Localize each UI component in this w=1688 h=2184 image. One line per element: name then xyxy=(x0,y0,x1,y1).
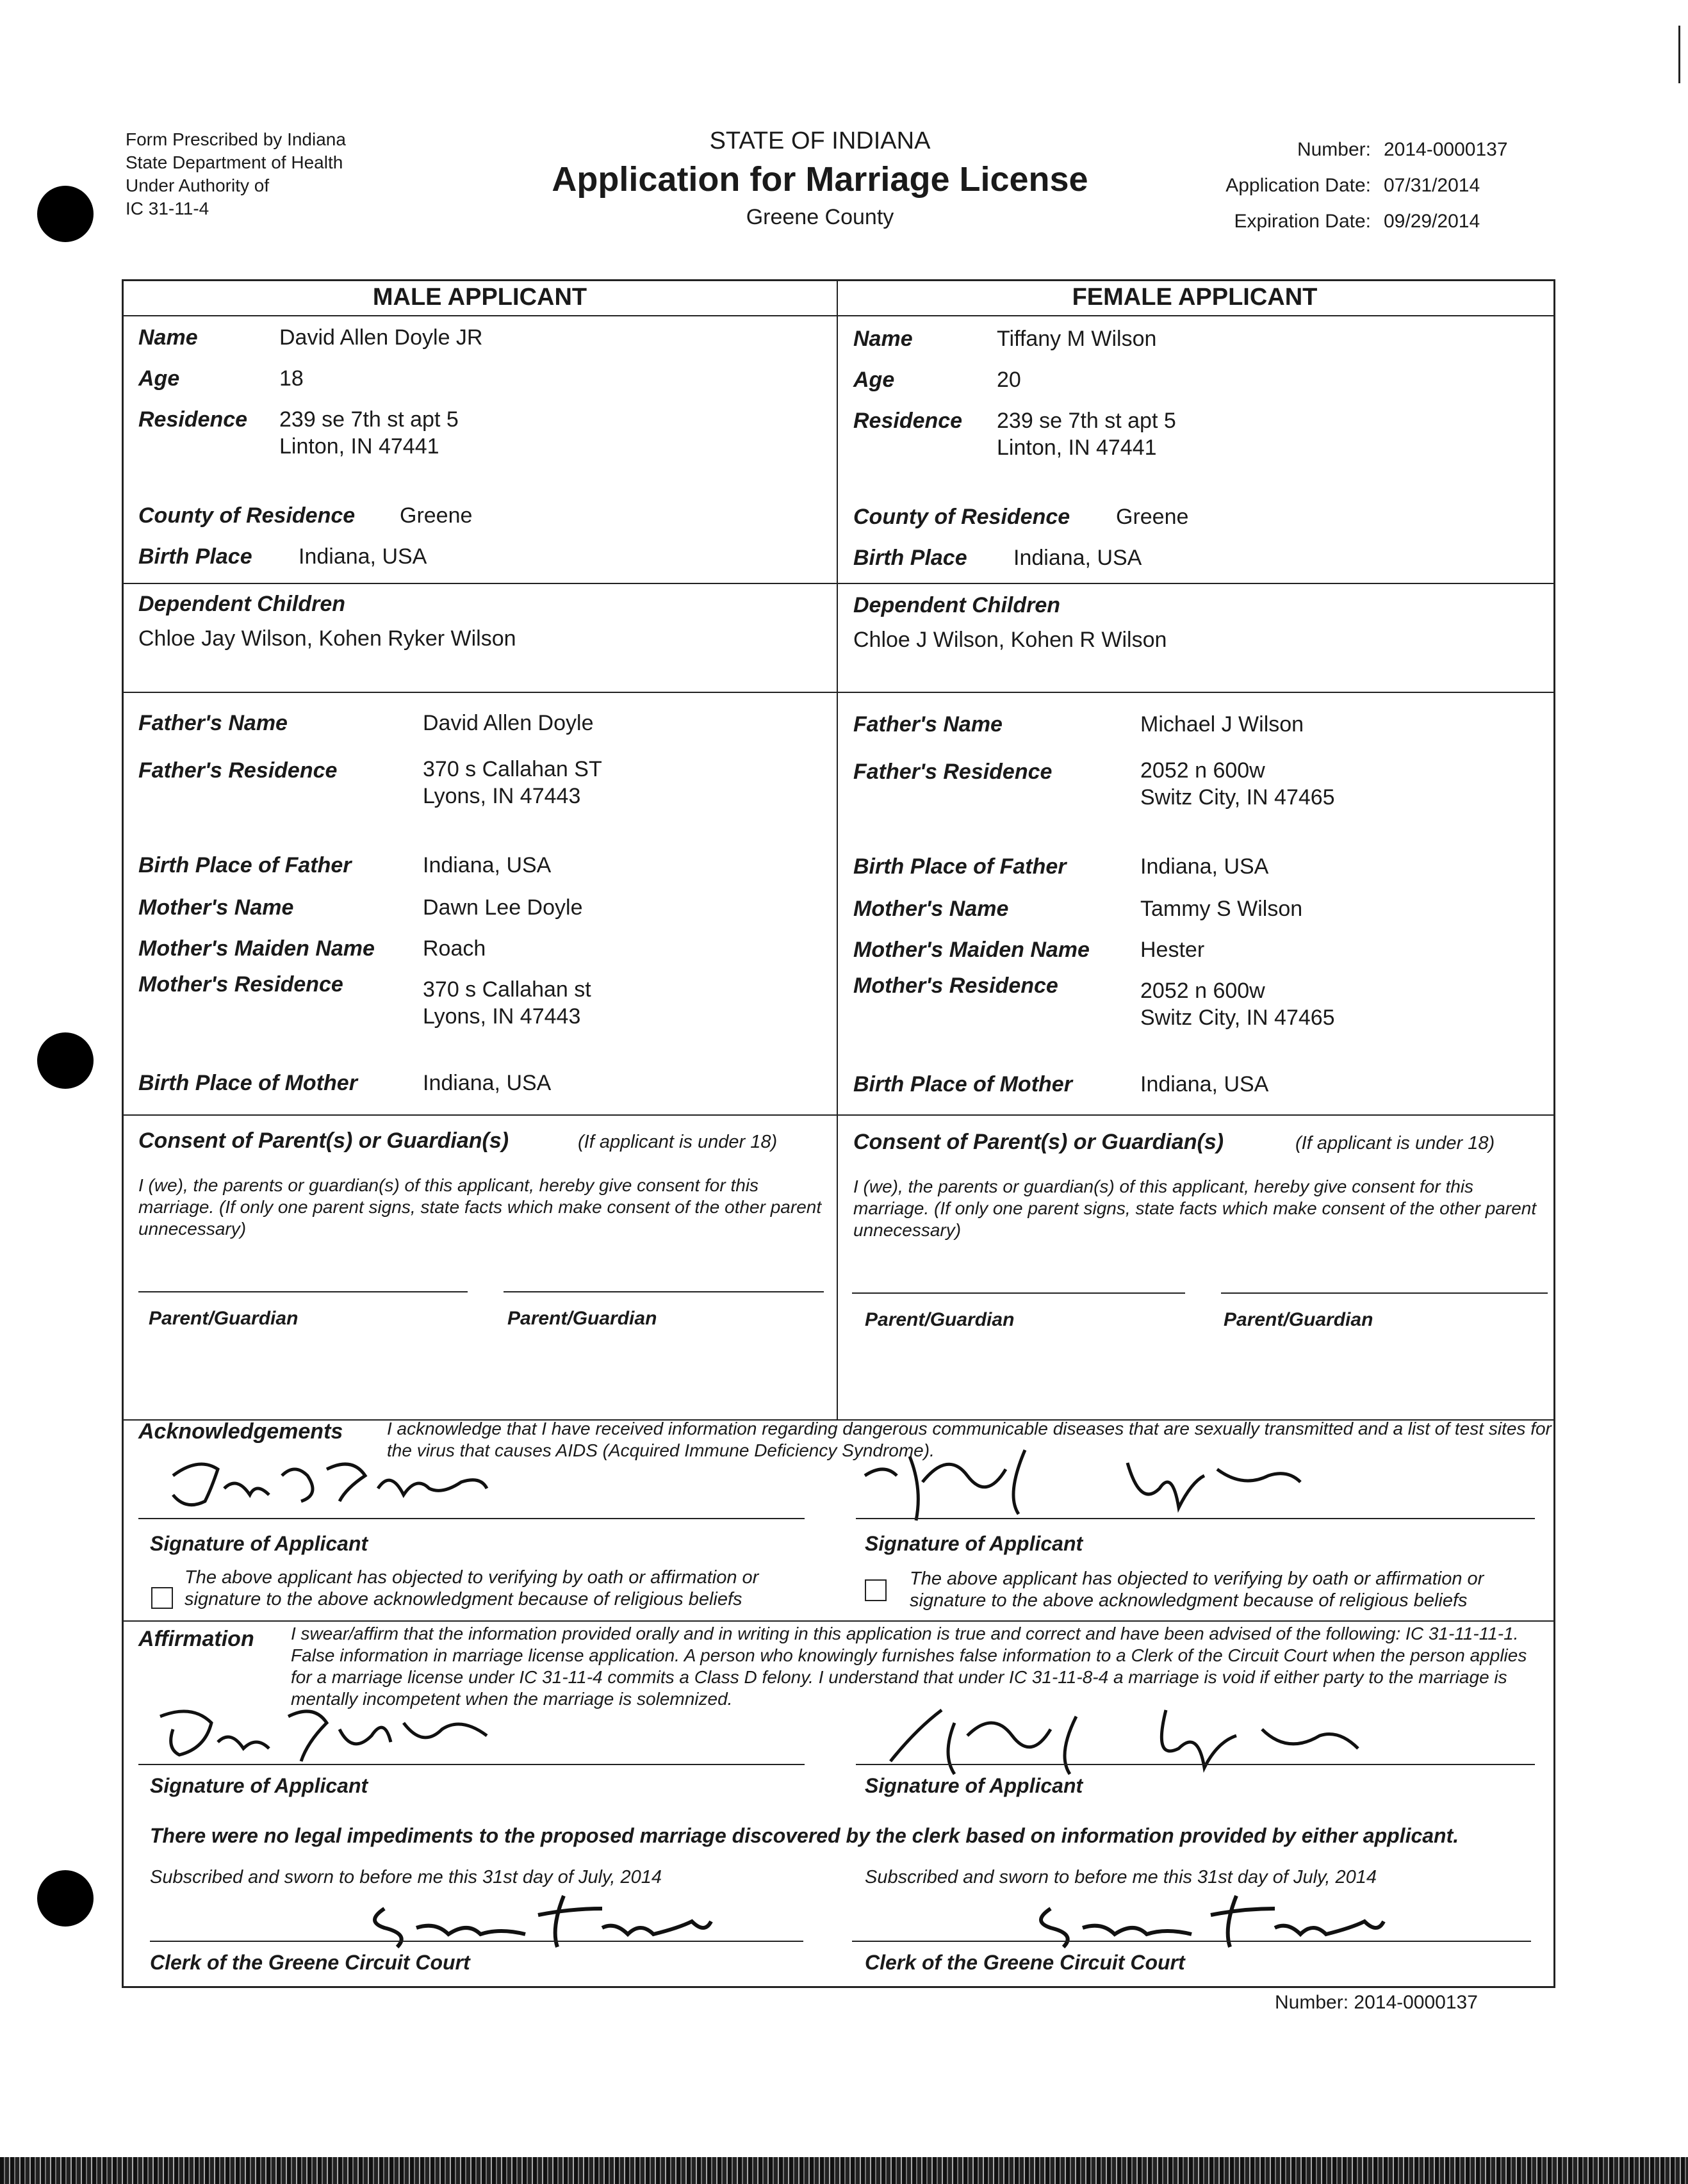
clerk-label: Clerk of the Greene Circuit Court xyxy=(865,1951,1185,1974)
state-title: STATE OF INDIANA xyxy=(709,127,931,154)
male-consent-label: Consent of Parent(s) or Guardian(s) xyxy=(138,1129,509,1153)
prescribed-line: IC 31-11-4 xyxy=(126,199,209,218)
female-signature-label: Signature of Applicant xyxy=(865,1532,1083,1555)
row-divider xyxy=(122,1620,1555,1622)
impediments-statement: There were no legal impediments to the proposed marriage discovered by the clerk based on information provided by either applicant. xyxy=(150,1824,1459,1847)
parent-signature-line xyxy=(504,1291,824,1292)
female-age-label: Age xyxy=(853,368,895,392)
column-divider xyxy=(837,279,838,1421)
female-mother-name-label: Mother's Name xyxy=(853,897,1009,921)
male-name: David Allen Doyle JR xyxy=(279,325,483,350)
female-father-name: Michael J Wilson xyxy=(1140,712,1304,737)
prescribed-line: Under Authority of xyxy=(126,175,270,195)
female-mother-birth: Indiana, USA xyxy=(1140,1072,1269,1096)
female-residence-line1: 239 se 7th st apt 5 xyxy=(997,409,1176,433)
male-mother-res-line2: Lyons, IN 47443 xyxy=(423,1004,581,1029)
female-objection-text: The above applicant has objected to verifying by oath or affirmation or signature to the above acknowledgment because of religious beliefs xyxy=(910,1569,1484,1611)
male-county-label: County of Residence xyxy=(138,503,356,528)
application-date: 07/31/2014 xyxy=(1384,175,1480,196)
license-number: 2014-0000137 xyxy=(1384,139,1508,160)
male-sworn-text: Subscribed and sworn to before me this 31st day of July, 2014 xyxy=(150,1867,662,1887)
female-birthplace: Indiana, USA xyxy=(1013,546,1142,570)
female-father-res-label: Father's Residence xyxy=(853,760,1053,784)
female-consent-text: I (we), the parents or guardian(s) of this applicant, hereby give consent for this marriage. (If only one parent signs, state facts which make consent of the other parent unnecessary) xyxy=(853,1177,1537,1240)
female-mother-res-label: Mother's Residence xyxy=(853,974,1058,998)
form-prescribed-note xyxy=(126,128,346,220)
male-father-res-line2: Lyons, IN 47443 xyxy=(423,784,581,808)
male-name-label: Name xyxy=(138,325,198,350)
male-age-label: Age xyxy=(138,366,180,391)
female-age: 20 xyxy=(997,368,1021,392)
punch-hole xyxy=(37,1032,94,1089)
male-objection-checkbox[interactable] xyxy=(151,1587,173,1609)
application-date-label: Application Date: xyxy=(1225,175,1371,196)
acknowledgement-text: I acknowledge that I have received information regarding dangerous communicable diseases that are sexually transmitted and a list of test sites for the virus that causes AIDS (Acquired Immune Deficiency Syndrome). xyxy=(387,1419,1552,1460)
male-birthplace: Indiana, USA xyxy=(299,544,427,569)
male-mother-birth-label: Birth Place of Mother xyxy=(138,1071,357,1095)
male-mother-name-label: Mother's Name xyxy=(138,895,294,920)
applicant-signature-line xyxy=(138,1764,805,1765)
male-father-res-label: Father's Residence xyxy=(138,758,338,783)
punch-hole xyxy=(37,186,94,242)
clerk-label: Clerk of the Greene Circuit Court xyxy=(150,1951,470,1974)
row-divider xyxy=(122,583,1555,584)
male-mother-birth: Indiana, USA xyxy=(423,1071,552,1095)
acknowledgements-label: Acknowledgements xyxy=(138,1419,343,1444)
male-birthplace-label: Birth Place xyxy=(138,544,252,569)
row-divider xyxy=(122,692,1555,693)
footer-number-value: 2014-0000137 xyxy=(1354,1992,1478,2013)
parent-signature-line xyxy=(138,1291,468,1292)
male-father-name-label: Father's Name xyxy=(138,711,288,735)
footer-number xyxy=(1275,1992,1478,2014)
male-consent-note: (If applicant is under 18) xyxy=(578,1132,778,1152)
female-father-birth: Indiana, USA xyxy=(1140,854,1269,879)
clerk-signature xyxy=(1025,1883,1397,1953)
county-title: Greene County xyxy=(746,205,894,229)
male-residence-line2: Linton, IN 47441 xyxy=(279,434,439,459)
row-divider xyxy=(122,1114,1555,1116)
female-mother-res-line2: Switz City, IN 47465 xyxy=(1140,1006,1335,1030)
female-mother-maiden: Hester xyxy=(1140,938,1205,962)
clerk-signature xyxy=(359,1883,717,1953)
affirmation-label: Affirmation xyxy=(138,1627,254,1651)
clerk-signature-line xyxy=(150,1941,803,1942)
male-father-birth: Indiana, USA xyxy=(423,853,552,877)
female-father-res-line1: 2052 n 600w xyxy=(1140,758,1265,783)
applicant-signature-line xyxy=(138,1518,805,1519)
male-affirmation-signature xyxy=(147,1691,493,1774)
male-signature-label: Signature of Applicant xyxy=(150,1532,368,1555)
applicant-signature-line xyxy=(856,1764,1535,1765)
female-affirmation-signature xyxy=(878,1691,1364,1787)
male-mother-res-label: Mother's Residence xyxy=(138,972,343,997)
female-birthplace-label: Birth Place xyxy=(853,546,967,570)
parent-guardian-label: Parent/Guardian xyxy=(865,1309,1015,1330)
female-dependent-label: Dependent Children xyxy=(853,593,1061,617)
footer-number-label: Number: xyxy=(1275,1992,1349,2013)
page-title: Application for Marriage License xyxy=(552,160,1088,199)
parent-guardian-label: Parent/Guardian xyxy=(149,1308,299,1329)
parent-guardian-label: Parent/Guardian xyxy=(1224,1309,1373,1330)
female-mother-name: Tammy S Wilson xyxy=(1140,897,1303,921)
female-objection-checkbox[interactable] xyxy=(865,1579,887,1601)
clerk-signature-line xyxy=(852,1941,1531,1942)
male-father-birth-label: Birth Place of Father xyxy=(138,853,352,877)
scan-edge-mark xyxy=(1678,26,1680,83)
female-applicant-title: FEMALE APPLICANT xyxy=(1072,284,1318,311)
female-mother-maiden-label: Mother's Maiden Name xyxy=(853,938,1090,962)
female-father-res-line2: Switz City, IN 47465 xyxy=(1140,785,1335,810)
scan-bottom-edge xyxy=(0,2157,1688,2184)
punch-hole xyxy=(37,1870,94,1927)
male-age: 18 xyxy=(279,366,304,391)
parent-guardian-label: Parent/Guardian xyxy=(507,1308,657,1329)
male-mother-maiden: Roach xyxy=(423,936,486,961)
male-father-res-line1: 370 s Callahan ST xyxy=(423,757,602,781)
male-mother-res-line1: 370 s Callahan st xyxy=(423,977,591,1002)
row-divider xyxy=(122,315,1555,316)
male-signature xyxy=(160,1450,493,1520)
prescribed-line: Form Prescribed by Indiana xyxy=(126,129,346,149)
female-father-name-label: Father's Name xyxy=(853,712,1003,737)
female-mother-res-line1: 2052 n 600w xyxy=(1140,979,1265,1003)
form-heading xyxy=(500,126,1140,232)
applicant-signature-line xyxy=(856,1518,1535,1519)
parent-signature-line xyxy=(852,1292,1185,1294)
male-consent-text: I (we), the parents or guardian(s) of this applicant, hereby give consent for this marriage. (If only one parent signs, state facts which make consent of the other parent unnecessary) xyxy=(138,1175,822,1239)
male-affirmation-signature-label: Signature of Applicant xyxy=(150,1774,368,1797)
female-name: Tiffany M Wilson xyxy=(997,327,1157,351)
female-county-label: County of Residence xyxy=(853,505,1070,529)
female-county: Greene xyxy=(1116,505,1189,529)
expiration-date-label: Expiration Date: xyxy=(1234,211,1371,232)
male-residence-line1: 239 se 7th st apt 5 xyxy=(279,407,459,432)
affirmation-text: I swear/affirm that the information provided orally and in writing in this application is true and correct and have been advised of the following: IC 31-11-11-1. False information in marriage license application. A person who knowingly furnishes false information to a Clerk of the Circuit Court when the person applies for a marriage license under IC 31-11-4 commits a Class D felony. I understand that under IC 31-11-8-4 a marriage is void if either party to the marriage is mentally incompetent when the marriage is solemnized. xyxy=(291,1624,1527,1709)
female-sworn-text: Subscribed and sworn to before me this 31st day of July, 2014 xyxy=(865,1867,1377,1887)
female-dependent-children: Chloe J Wilson, Kohen R Wilson xyxy=(853,628,1167,652)
female-father-birth-label: Birth Place of Father xyxy=(853,854,1067,879)
male-mother-maiden-label: Mother's Maiden Name xyxy=(138,936,375,961)
male-father-name: David Allen Doyle xyxy=(423,711,594,735)
female-mother-birth-label: Birth Place of Mother xyxy=(853,1072,1072,1096)
female-consent-note: (If applicant is under 18) xyxy=(1295,1133,1495,1153)
parent-signature-line xyxy=(1221,1292,1548,1294)
form-meta xyxy=(1179,132,1508,240)
prescribed-line: State Department of Health xyxy=(126,152,343,172)
male-objection-text: The above applicant has objected to verifying by oath or affirmation or signature to the above acknowledgment because of religious beliefs xyxy=(184,1567,759,1609)
male-applicant-title: MALE APPLICANT xyxy=(372,284,587,311)
male-residence-label: Residence xyxy=(138,407,248,432)
female-affirmation-signature-label: Signature of Applicant xyxy=(865,1774,1083,1797)
male-dependent-label: Dependent Children xyxy=(138,592,346,616)
female-name-label: Name xyxy=(853,327,913,351)
male-county: Greene xyxy=(400,503,473,528)
female-residence-line2: Linton, IN 47441 xyxy=(997,436,1157,460)
male-dependent-children: Chloe Jay Wilson, Kohen Ryker Wilson xyxy=(138,626,516,651)
expiration-date: 09/29/2014 xyxy=(1384,211,1480,232)
female-residence-label: Residence xyxy=(853,409,963,433)
number-label: Number: xyxy=(1297,139,1371,160)
female-consent-label: Consent of Parent(s) or Guardian(s) xyxy=(853,1130,1224,1154)
male-mother-name: Dawn Lee Doyle xyxy=(423,895,583,920)
